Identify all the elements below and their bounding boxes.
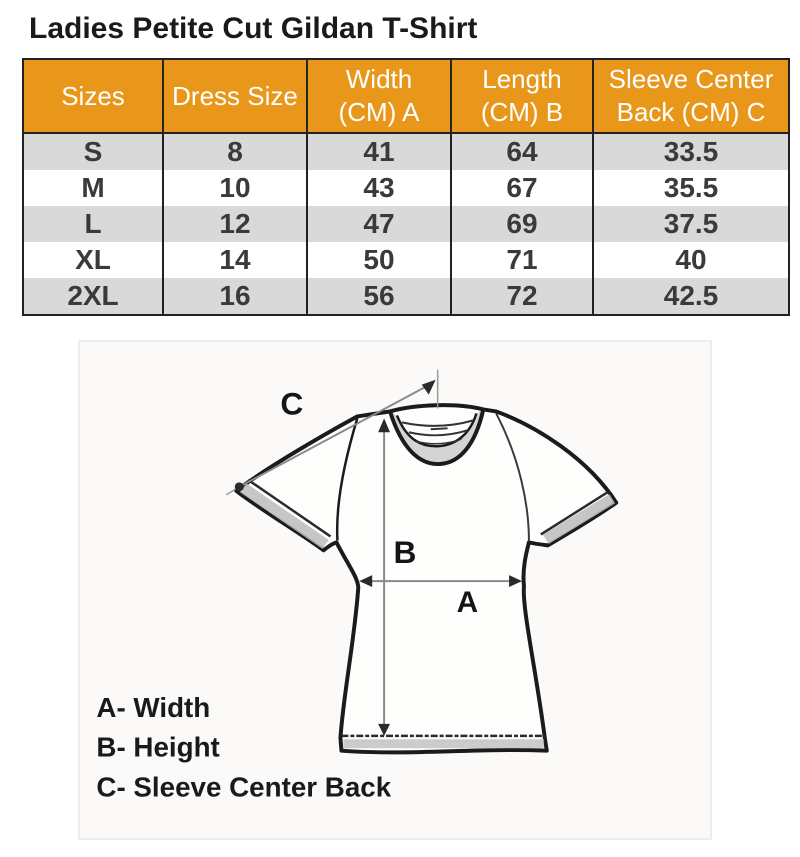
- cell-sleeve: 33.5: [593, 133, 789, 170]
- cell-size: 2XL: [67, 280, 119, 311]
- measure-c-end-dot: [235, 482, 244, 491]
- marker-a-label: A: [456, 585, 479, 619]
- legend-sleeve-center-back: C- Sleeve Center Back: [96, 771, 392, 803]
- legend-height: B- Height: [96, 731, 220, 763]
- cell-size: XL: [75, 244, 111, 275]
- cell-dress: 14: [163, 242, 307, 278]
- header-cell-length: Length (CM) B: [451, 59, 593, 133]
- measurement-diagram: [78, 340, 712, 840]
- cell-sleeve: 40: [593, 242, 789, 278]
- cell-width: 43: [307, 170, 451, 206]
- cell-width: 56: [307, 278, 451, 315]
- cell-dress: 10: [163, 170, 307, 206]
- size-chart-table: [22, 58, 790, 316]
- table-row: [23, 133, 789, 170]
- cell-sleeve: 35.5: [593, 170, 789, 206]
- cell-length: 71: [451, 242, 593, 278]
- table-row: [23, 278, 789, 315]
- cell-length: 64: [451, 133, 593, 170]
- cell-dress: 16: [163, 278, 307, 315]
- cell-width: 50: [307, 242, 451, 278]
- table-row: [23, 170, 789, 206]
- legend-width: A- Width: [96, 691, 211, 723]
- cell-size: M: [81, 172, 105, 203]
- cell-sleeve: 37.5: [593, 206, 789, 242]
- cell-size: S: [83, 136, 103, 167]
- cell-size: L: [84, 208, 102, 239]
- table-row: [23, 242, 789, 278]
- cell-width: 41: [307, 133, 451, 170]
- cell-width: 47: [307, 206, 451, 242]
- tshirt-diagram: [80, 342, 710, 838]
- header-cell-width: Width (CM) A: [307, 59, 451, 133]
- header-cell-dress-size: Dress Size: [163, 59, 307, 133]
- header-cell-sleeve: Sleeve Center Back (CM) C: [593, 59, 789, 133]
- table-row: [23, 206, 789, 242]
- collar-notch: [431, 428, 448, 429]
- cell-length: 72: [451, 278, 593, 315]
- marker-b-label: B: [393, 534, 417, 571]
- cell-length: 69: [451, 206, 593, 242]
- page-title: Ladies Petite Cut Gildan T-Shirt: [29, 12, 478, 45]
- measure-c-arrowhead: [422, 380, 436, 395]
- cell-dress: 12: [163, 206, 307, 242]
- table-header: [23, 59, 789, 133]
- cell-dress: 8: [163, 133, 307, 170]
- marker-c-label: C: [280, 385, 304, 422]
- header-cell-sizes: Sizes: [23, 59, 163, 133]
- cell-sleeve: 42.5: [593, 278, 789, 315]
- cell-length: 67: [451, 170, 593, 206]
